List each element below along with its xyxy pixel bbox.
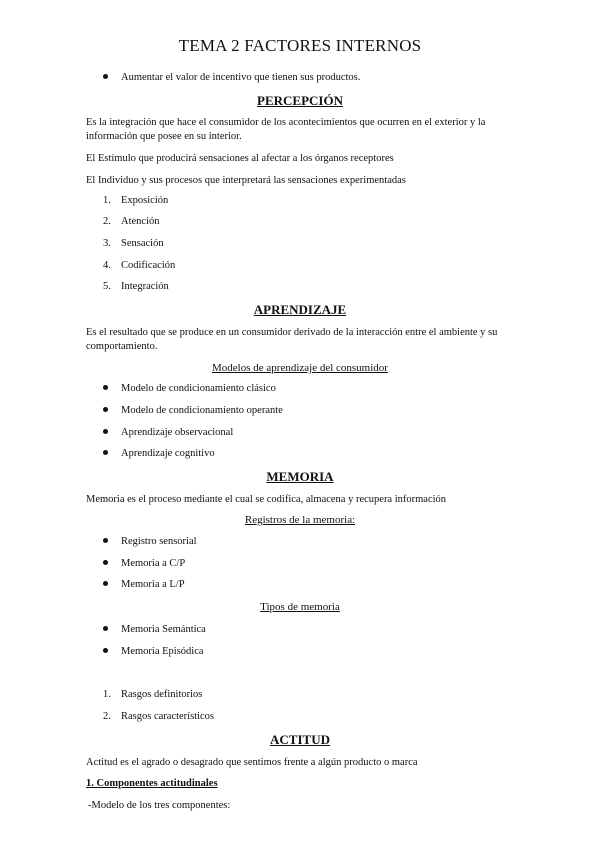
rasgo-number: 2. [103, 711, 111, 722]
aprendizaje-subheading: Modelos de aprendizaje del consumidor [212, 362, 388, 374]
aprendizaje-model-item [103, 427, 233, 438]
intro-bullet [103, 72, 360, 83]
percepcion-step [103, 281, 169, 292]
aprendizaje-model-item [103, 405, 283, 416]
rasgo-number: 1. [103, 689, 111, 700]
modelo-tres-componentes-line: -Modelo de los tres componentes: [88, 800, 231, 811]
percepcion-step [103, 260, 175, 271]
aprendizaje-paragraph: Es el resultado que se produce en un consumidor derivado de la interacción entre el ambiente y su comportamiento. [86, 327, 498, 352]
step-number: 5. [103, 281, 111, 292]
bullet-dot [103, 450, 108, 455]
componentes-actitudinales-heading: 1. Componentes actitudinales [86, 778, 218, 789]
step-label: Atención [121, 216, 160, 227]
percepcion-paragraph-3: El Individuo y sus procesos que interpretará las sensaciones experimentadas [86, 175, 406, 186]
step-number: 2. [103, 216, 111, 227]
memoria-heading: MEMORIA [266, 469, 334, 484]
step-label: Sensación [121, 238, 164, 249]
actitud-paragraph: Actitud es el agrado o desagrado que sentimos frente a algún producto o marca [86, 757, 418, 768]
bullet-dot [103, 407, 108, 412]
percepcion-paragraph-2: El Estímulo que producirá sensaciones al afectar a los órganos receptores [86, 153, 394, 164]
memoria-tipos-heading: Tipos de memoria [260, 601, 340, 613]
rasgo-label: Rasgos característicos [121, 711, 215, 722]
memoria-registro-item [103, 536, 197, 547]
percepcion-step [103, 238, 164, 249]
memoria-tipo-item [103, 646, 204, 657]
step-label: Exposición [121, 195, 169, 206]
page-title: TEMA 2 FACTORES INTERNOS [178, 36, 422, 55]
memoria-registro-item [103, 558, 185, 569]
model-label: Aprendizaje observacional [121, 427, 234, 438]
step-label: Integración [121, 281, 169, 292]
memoria-registro-item [103, 579, 185, 590]
step-number: 3. [103, 238, 111, 249]
memoria-tipo-item [103, 624, 206, 635]
registro-label: Memoria a L/P [121, 579, 185, 590]
bullet-dot [103, 648, 108, 653]
bullet-dot [103, 626, 108, 631]
model-label: Modelo de condicionamiento operante [121, 405, 283, 416]
aprendizaje-model-item [103, 448, 215, 459]
percepcion-heading: PERCEPCIÓN [257, 93, 343, 108]
step-number: 4. [103, 260, 111, 271]
step-number: 1. [103, 195, 111, 206]
memoria-rasgo-item [103, 711, 214, 722]
model-label: Aprendizaje cognitivo [121, 448, 215, 459]
actitud-heading: ACTITUD [270, 732, 330, 747]
tipo-label: Memoria Episódica [121, 646, 204, 657]
bullet-dot [103, 560, 108, 565]
percepcion-step [103, 216, 160, 227]
memoria-rasgo-item [103, 689, 202, 700]
registro-label: Memoria a C/P [121, 558, 186, 569]
bullet-dot [103, 538, 108, 543]
rasgo-label: Rasgos definitorios [121, 689, 203, 700]
bullet-dot [103, 429, 108, 434]
percepcion-paragraph-1: Es la integración que hace el consumidor de los acontecimientos que ocurren en el exterior y la información que posee en su interior. [86, 117, 486, 142]
bullet-dot [103, 385, 108, 390]
tipo-label: Memoria Semántica [121, 624, 206, 635]
aprendizaje-model-item [103, 383, 276, 394]
percepcion-step [103, 195, 168, 206]
intro-bullet-text: Aumentar el valor de incentivo que tienen sus productos. [121, 72, 361, 83]
memoria-paragraph: Memoria es el proceso mediante el cual se codifica, almacena y recupera información [86, 494, 447, 505]
registro-label: Registro sensorial [121, 536, 197, 547]
step-label: Codificación [121, 260, 176, 271]
bullet-dot [103, 74, 108, 79]
memoria-registros-heading: Registros de la memoria: [244, 514, 356, 526]
model-label: Modelo de condicionamiento clásico [121, 383, 276, 394]
aprendizaje-heading: APRENDIZAJE [253, 302, 347, 317]
bullet-dot [103, 581, 108, 586]
